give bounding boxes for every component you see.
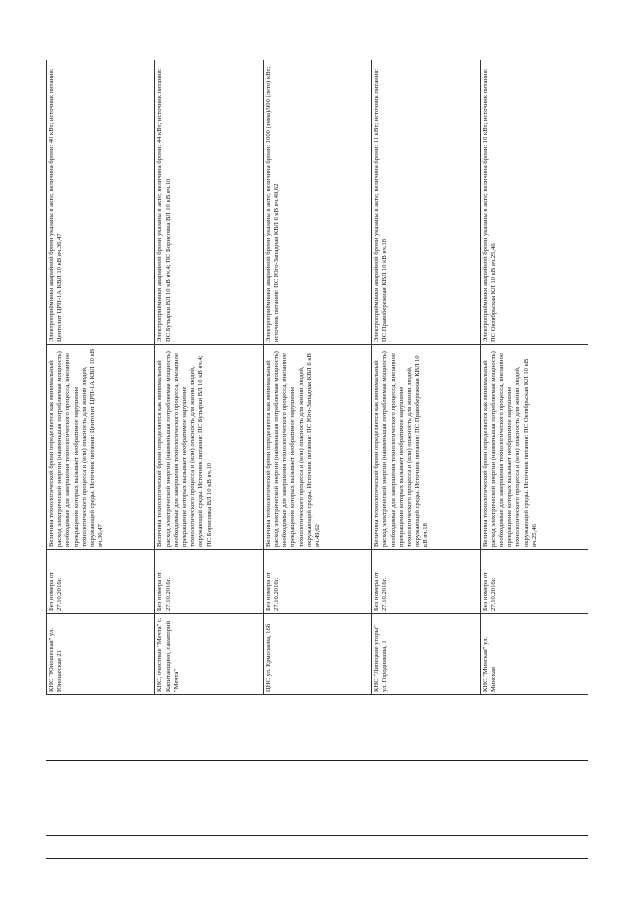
table-row — [263, 60, 371, 695]
act-cell: Без номера от 27.10.2016г. — [372, 550, 480, 614]
rotated-table-frame — [46, 60, 588, 695]
object-cell: КНС "Липецкие угоры" ул. Городникова, 1 — [372, 614, 480, 695]
emergency-armor-cell: Электроприёмники аварийной брони указаны в акте; величина брони: 11 кВт; источник питания: ПС Правобережная КВЛ 10 кВ яч.18 — [372, 60, 480, 345]
table-row — [480, 60, 588, 695]
emergency-armor-cell: Электроприёмники аварийной брони указаны в акте; величина брони: 1000 (зима)/900 (лето) кВт; источник питания: ПС Юго-Западная КВЛ 6 кВ яч.49,62 — [263, 60, 371, 345]
divider-line — [46, 835, 588, 836]
table-row — [155, 60, 263, 695]
tech-armor-cell: Величина технологической брони определяется как минимальный расход электрической энергии (наименьшая потребляемая мощность) необходимые для завершения технологического процесса, внезапное прекращение которых вызывает необратимое нарушение технологического процесса и (или) опасность для жизни людей, окружающей среды. Источник питания: Центолит ЦРП-1А КВЛ 10 кВ яч.36,47 — [47, 345, 155, 550]
tech-armor-cell: Величина технологической брони определяется как минимальный расход электрической энергии (наименьшая потребляемая мощность) необходимые для завершения технологического процесса, внезапное прекращение которых вызывает необратимое нарушение технологического процесса и (или) опасность для жизни людей, окружающей среды. Источник питания: ПС Правобережная КВЛ 10 кВ яч.18 — [372, 345, 480, 550]
table-row — [372, 60, 480, 695]
emergency-armor-cell: Электроприёмники аварийной брони указаны в акте; величина брони: 40 кВт; источник питания: Центолит ЦРП-1А КВЛ 10 кВ яч.36,47 — [47, 60, 155, 345]
tech-armor-cell: Величина технологической брони определяется как минимальный расход электрической энергии (наименьшая потребляемая мощность) необходимые для завершения технологического процесса, внезапное прекращение которых вызывает необратимое нарушение технологического процесса и (или) опасность для жизни людей, окружающей среды. Источник питания: ПС Бутырки ВЛ 10 кВ яч.4; ПС Борисовка ВЛ 10 кВ яч.10 — [155, 345, 263, 550]
object-cell: КНС "Минская" ул. Минская — [480, 614, 588, 695]
act-cell: Без номера от 27.10.2016г. — [263, 550, 371, 614]
armor-table — [46, 60, 588, 695]
divider-line — [46, 760, 588, 761]
act-cell: Без номера от 27.10.2016г. — [155, 550, 263, 614]
tech-armor-cell: Величина технологической брони определяется как минимальный расход электрической энергии (наименьшая потребляемая мощность) необходимые для завершения технологического процесса, внезапное прекращение которых вызывает необратимое нарушение технологического процесса и (или) опасность для жизни людей, окружающей среды. Источник питания: ПС Октябрьская КЛ 10 кВ яч.25,46 — [480, 345, 588, 550]
act-cell: Без номера от 27.10.2016г. — [47, 550, 155, 614]
emergency-armor-cell: Электроприёмники аварийной брони указаны в акте; величина брони: 10 кВт; источник питания: ПС Октябрьская КЛ 10 кВ яч.25,46 — [480, 60, 588, 345]
tech-armor-cell: Величина технологической брони определяется как минимальный расход электрической энергии (наименьшая потребляемая мощность) необходимые для завершения технологического процесса, внезапное прекращение которых вызывает необратимое нарушение технологического процесса и (или) опасность для жизни людей, окружающей среды. Источник питания: ПС Юго-Западная КВЛ 6 кВ яч.49,62 — [263, 345, 371, 550]
rotated-table — [46, 60, 588, 695]
act-cell: Без номера от 27.10.2016г. — [480, 550, 588, 614]
table-row — [47, 60, 155, 695]
object-cell: ЦНС ул. Ермолаева, 16б — [263, 614, 371, 695]
divider-line — [46, 858, 588, 859]
object-cell: КНС "Юношеская" ул. Юношеская 21 — [47, 614, 155, 695]
emergency-armor-cell: Электроприёмники аварийной брони указаны в акте; величина брони: 44 кВт; источник питания: ПС Бутырки ВЛ 10 кВ яч.4; ПС Борисовка ВЛ 10 кВ яч.10 — [155, 60, 263, 345]
object-cell: КНС, очистные "Мечта" с. Капитанщино, санаторий "Мечта" — [155, 614, 263, 695]
